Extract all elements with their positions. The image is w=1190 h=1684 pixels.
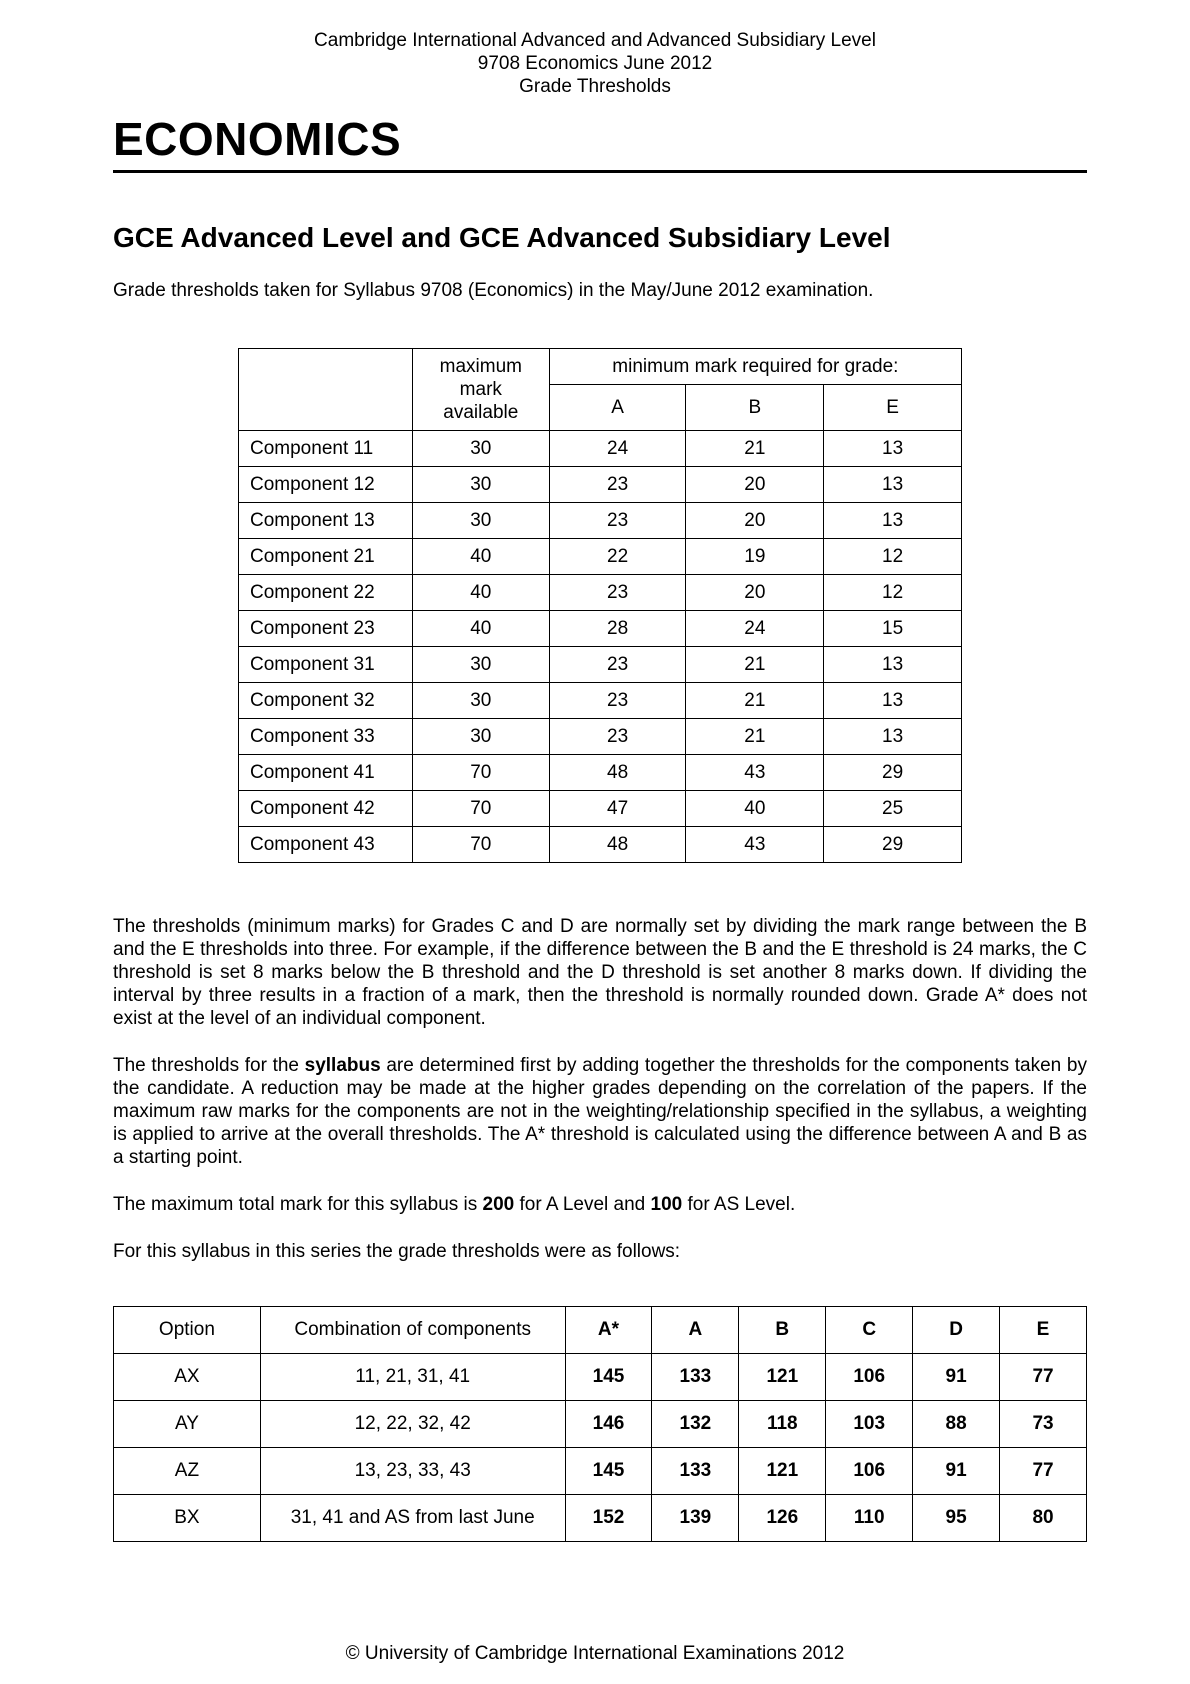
grade-a-cell: 23 (549, 647, 686, 683)
grade-astar-cell: 146 (565, 1401, 652, 1448)
option-cell: AY (114, 1401, 261, 1448)
option-cell: AZ (114, 1448, 261, 1495)
table-row (114, 1448, 1087, 1495)
max-mark-cell: 40 (412, 575, 549, 611)
grade-header-b: B (739, 1307, 826, 1354)
component-label-cell: Component 23 (239, 611, 413, 647)
combination-cell: 13, 23, 33, 43 (260, 1448, 565, 1495)
paragraph-max-total (113, 1193, 1087, 1216)
grade-header-e: E (824, 385, 962, 431)
grade-a-cell: 24 (549, 431, 686, 467)
grade-a-cell: 48 (549, 827, 686, 863)
combination-header: Combination of components (260, 1307, 565, 1354)
grade-e-cell: 12 (824, 575, 962, 611)
max-mark-cell: 30 (412, 431, 549, 467)
grade-e-cell: 29 (824, 755, 962, 791)
title-rule (113, 170, 1087, 173)
page-title: ECONOMICS (113, 113, 402, 165)
grade-d-cell: 95 (913, 1495, 1000, 1542)
grade-a-cell: 133 (652, 1448, 739, 1495)
grade-b-cell: 20 (686, 503, 824, 539)
max-mark-cell: 30 (412, 719, 549, 755)
grade-c-cell: 106 (826, 1354, 913, 1401)
document-header (0, 29, 1190, 98)
p3-mid: for A Level and (514, 1194, 651, 1215)
grade-header-a: A (549, 385, 686, 431)
grade-c-cell: 110 (826, 1495, 913, 1542)
option-cell: AX (114, 1354, 261, 1401)
option-header: Option (114, 1307, 261, 1354)
grade-a-cell: 28 (549, 611, 686, 647)
grade-header-b: B (686, 385, 824, 431)
table-row (239, 611, 962, 647)
grade-c-cell: 103 (826, 1401, 913, 1448)
paragraph-syllabus-thresholds (113, 1054, 1087, 1169)
max-mark-cell: 30 (412, 647, 549, 683)
grade-a-cell: 47 (549, 791, 686, 827)
component-label-cell: Component 11 (239, 431, 413, 467)
grade-e-cell: 77 (1000, 1354, 1087, 1401)
grade-e-cell: 80 (1000, 1495, 1087, 1542)
option-cell: BX (114, 1495, 261, 1542)
component-label-cell: Component 32 (239, 683, 413, 719)
section-subtitle: GCE Advanced Level and GCE Advanced Subsidiary Level (113, 222, 891, 253)
combination-cell: 11, 21, 31, 41 (260, 1354, 565, 1401)
max-mark-header (412, 349, 549, 431)
grade-a-cell: 132 (652, 1401, 739, 1448)
max-mark-cell: 30 (412, 467, 549, 503)
table-row (239, 755, 962, 791)
grade-e-cell: 25 (824, 791, 962, 827)
component-label-cell: Component 33 (239, 719, 413, 755)
max-mark-cell: 30 (412, 683, 549, 719)
grade-e-cell: 73 (1000, 1401, 1087, 1448)
component-label-cell: Component 12 (239, 467, 413, 503)
grade-b-cell: 24 (686, 611, 824, 647)
grade-e-cell: 29 (824, 827, 962, 863)
paragraph-cd-thresholds: The thresholds (minimum marks) for Grades C and D are normally set by dividing the mark range between the B and the E thresholds into three. For example, if the difference between the B and the E threshold is 24 marks, the C threshold is set 8 marks below the B threshold and the D threshold is set another 8 marks down. If dividing the interval by three results in a fraction of a mark, then the threshold is normally rounded down. Grade A* does not exist at the level of an individual component. (113, 916, 1087, 1029)
header-line-2: 9708 Economics June 2012 (477, 53, 713, 74)
grade-b-cell: 20 (686, 467, 824, 503)
max-mark-cell: 70 (412, 791, 549, 827)
grade-e-cell: 13 (824, 503, 962, 539)
p3-post: for AS Level. (682, 1194, 796, 1215)
grade-d-cell: 88 (913, 1401, 1000, 1448)
header-line-1: Cambridge International Advanced and Advanced Subsidiary Level (314, 30, 876, 51)
paragraph-as-follows: For this syllabus in this series the grade thresholds were as follows: (113, 1241, 681, 1262)
max-mark-cell: 70 (412, 827, 549, 863)
grade-b-cell: 43 (686, 755, 824, 791)
header-line-3: Grade Thresholds (519, 76, 671, 97)
table-row (114, 1354, 1087, 1401)
grade-a-cell: 133 (652, 1354, 739, 1401)
explanation-paragraphs (113, 915, 1087, 1287)
grade-e-cell: 15 (824, 611, 962, 647)
component-label-cell: Component 31 (239, 647, 413, 683)
grade-b-cell: 21 (686, 647, 824, 683)
table-row (114, 1495, 1087, 1542)
grade-c-cell: 106 (826, 1448, 913, 1495)
p2-bold: syllabus (304, 1055, 381, 1076)
grade-a-cell: 23 (549, 575, 686, 611)
grade-b-cell: 43 (686, 827, 824, 863)
grade-a-cell: 23 (549, 719, 686, 755)
grade-b-cell: 121 (739, 1354, 826, 1401)
intro-text: Grade thresholds taken for Syllabus 9708 (Economics) in the May/June 2012 examination. (113, 280, 874, 301)
grade-b-cell: 40 (686, 791, 824, 827)
max-mark-cell: 30 (412, 503, 549, 539)
max-mark-header-text: maximum mark available (439, 356, 522, 423)
table-row (239, 719, 962, 755)
p2-post: are determined first by adding together the thresholds for the components taken by the candidate. A reduction may be made at the higher grades depending on the correlation of the papers. If the maximum raw marks for the components are not in the weighting/relationship specified in the syllabus, a weighting is applied to arrive at the overall thresholds. The A* threshold is calculated using the difference between A and B as a starting point. (113, 1055, 1087, 1168)
combination-cell: 31, 41 and AS from last June (260, 1495, 565, 1542)
grade-d-cell: 91 (913, 1448, 1000, 1495)
grade-header-e: E (1000, 1307, 1087, 1354)
table-row (239, 827, 962, 863)
table-row (239, 503, 962, 539)
max-mark-cell: 40 (412, 539, 549, 575)
component-thresholds-table (238, 348, 962, 863)
grade-a-cell: 22 (549, 539, 686, 575)
component-label-cell: Component 22 (239, 575, 413, 611)
grade-astar-cell: 145 (565, 1354, 652, 1401)
component-label-cell: Component 13 (239, 503, 413, 539)
table-row (239, 575, 962, 611)
grade-header-astar: A* (565, 1307, 652, 1354)
grade-a-cell: 48 (549, 755, 686, 791)
grade-b-cell: 21 (686, 683, 824, 719)
combination-cell: 12, 22, 32, 42 (260, 1401, 565, 1448)
table-row (239, 467, 962, 503)
max-mark-cell: 40 (412, 611, 549, 647)
min-mark-header: minimum mark required for grade: (549, 349, 961, 385)
table-row (239, 539, 962, 575)
max-mark-cell: 70 (412, 755, 549, 791)
grade-astar-cell: 152 (565, 1495, 652, 1542)
grade-b-cell: 121 (739, 1448, 826, 1495)
table-row (239, 683, 962, 719)
component-label-cell: Component 41 (239, 755, 413, 791)
p2-pre: The thresholds for the (113, 1055, 305, 1076)
syllabus-thresholds-table (113, 1306, 1087, 1542)
grade-b-cell: 118 (739, 1401, 826, 1448)
table-row (239, 431, 962, 467)
grade-a-cell: 23 (549, 503, 686, 539)
grade-astar-cell: 145 (565, 1448, 652, 1495)
grade-b-cell: 126 (739, 1495, 826, 1542)
grade-a-cell: 23 (549, 467, 686, 503)
grade-a-cell: 139 (652, 1495, 739, 1542)
component-label-cell: Component 42 (239, 791, 413, 827)
grade-e-cell: 13 (824, 431, 962, 467)
grade-header-c: C (826, 1307, 913, 1354)
grade-header-d: D (913, 1307, 1000, 1354)
table-row (239, 647, 962, 683)
table-row (114, 1401, 1087, 1448)
grade-e-cell: 13 (824, 719, 962, 755)
p3-bold-200: 200 (482, 1194, 515, 1215)
grade-b-cell: 21 (686, 719, 824, 755)
grade-b-cell: 20 (686, 575, 824, 611)
grade-b-cell: 21 (686, 431, 824, 467)
grade-d-cell: 91 (913, 1354, 1000, 1401)
p3-pre: The maximum total mark for this syllabus is (113, 1194, 483, 1215)
grade-b-cell: 19 (686, 539, 824, 575)
grade-e-cell: 12 (824, 539, 962, 575)
grade-e-cell: 77 (1000, 1448, 1087, 1495)
p3-bold-100: 100 (650, 1194, 683, 1215)
grade-e-cell: 13 (824, 647, 962, 683)
grade-header-a: A (652, 1307, 739, 1354)
component-label-cell: Component 43 (239, 827, 413, 863)
table-row (239, 791, 962, 827)
component-label-cell: Component 21 (239, 539, 413, 575)
empty-header-cell (239, 349, 413, 431)
grade-a-cell: 23 (549, 683, 686, 719)
grade-e-cell: 13 (824, 683, 962, 719)
grade-e-cell: 13 (824, 467, 962, 503)
copyright-footer: © University of Cambridge International Examinations 2012 (345, 1643, 845, 1664)
